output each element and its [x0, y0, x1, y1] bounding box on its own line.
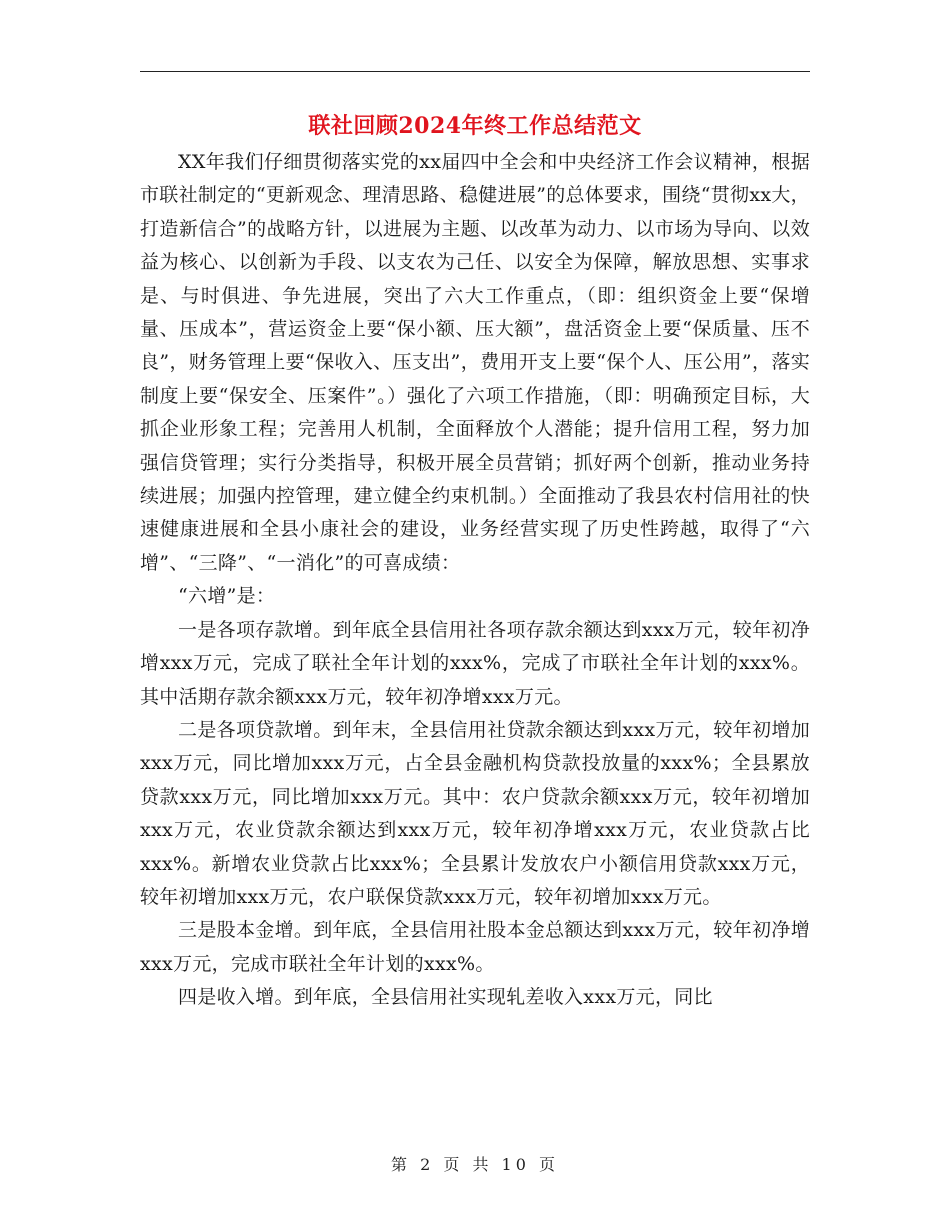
document-body [140, 146, 810, 1015]
paragraph-income: 四是收入增。到年底，全县信用社实现轧差收入xxx万元，同比 [178, 986, 713, 1009]
paragraph-deposits: 一是各项存款增。到年底全县信用社各项存款余额达到xxx万元，较年初净增xxx万元，完成了联社全年计划的xxx%，完成了市联社全年计划的xxx%。其中活期存款余额xxx万元，较年初净增xxx万元。 [140, 618, 810, 708]
header-rule [140, 71, 810, 72]
paragraph-loans: 二是各项贷款增。到年末，全县信用社贷款余额达到xxx万元，较年初增加xxx万元，同比增加xxx万元，占全县金融机构贷款投放量的xxx%；全县累放贷款xxx万元，同比增加xxx万元。其中：农户贷款余额xxx万元，较年初增加xxx万元，农业贷款余额达到xxx万元，较年初净增xxx万元，农业贷款占比xxx%。新增农业贷款占比xxx%；全县累计发放农户小额信用贷款xxx万元，较年初增加xxx万元，农户联保贷款xxx万元，较年初增加xxx万元。 [140, 718, 810, 908]
document-title: 联社回顾2024年终工作总结范文 [308, 113, 642, 139]
page-number-footer: 第 2 页 共 10 页 [391, 1155, 559, 1174]
paragraph-six-increases-heading: “六增”是： [178, 585, 276, 608]
paragraph-intro: XX年我们仔细贯彻落实党的xx届四中全会和中央经济工作会议精神，根据市联社制定的“更新观念、理清思路、稳健进展”的总体要求，围绕“贯彻xx大，打造新信合”的战略方针，以进展为主题、以改革为动力、以市场为导向、以效益为核心、以创新为手段、以支农为己任、以安全为保障，解放思想、实事求是、与时俱进、争先进展，突出了六大工作重点，（即：组织资金上要“保增量、压成本”，营运资金上要“保小额、压大额”，盘活资金上要“保质量、压不良”，财务管理上要“保收入、压支出”，费用开支上要“保个人、压公用”，落实制度上要“保安全、压案件”。）强化了六项工作措施，（即：明确预定目标，大抓企业形象工程；完善用人机制，全面释放个人潜能；提升信用工程，努力加强信贷管理；实行分类指导，积极开展全员营销；抓好两个创新，推动业务持续进展；加强内控管理，建立健全约束机制。）全面推动了我县农村信用社的快速健康进展和全县小康社会的建设，业务经营实现了历史性跨越，取得了“六增”、“三降”、“一消化”的可喜成绩： [140, 151, 810, 574]
paragraph-share-capital: 三是股本金增。到年底，全县信用社股本金总额达到xxx万元，较年初净增xxx万元，完成市联社全年计划的xxx%。 [140, 919, 810, 975]
